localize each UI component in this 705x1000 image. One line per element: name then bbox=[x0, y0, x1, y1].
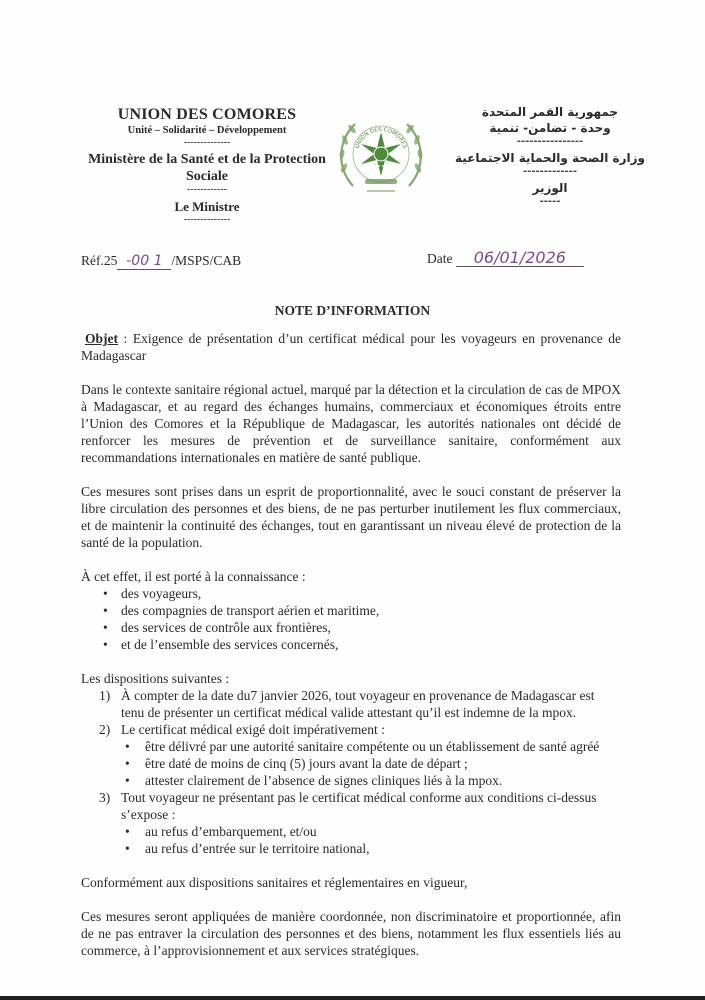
provisions-list bbox=[81, 687, 621, 857]
reference-line bbox=[81, 253, 241, 270]
document-body bbox=[81, 330, 621, 959]
provision-item bbox=[81, 687, 621, 721]
national-emblem bbox=[331, 106, 431, 206]
list-item: • des compagnies de transport aérien et maritime, bbox=[81, 602, 621, 619]
date-line bbox=[427, 250, 584, 267]
country-name: UNION DES COMORES bbox=[117, 106, 297, 123]
header-left bbox=[76, 106, 338, 225]
office-title: Le Ministre bbox=[174, 199, 240, 214]
separator: -------------- bbox=[183, 214, 231, 225]
national-motto-arabic: وحدة - تضامن- تنمية bbox=[489, 121, 611, 135]
separator: -------------- bbox=[183, 137, 231, 148]
object-text: : Exigence de présentation d’un certificat médical pour les voyageurs en provenance de Madagascar bbox=[81, 331, 621, 363]
certificate-requirements-list bbox=[121, 738, 621, 789]
document-title: NOTE D’INFORMATION bbox=[274, 303, 431, 318]
country-name-arabic: جمهورية القمر المتحدة bbox=[481, 105, 619, 119]
date-handwritten-value: 06/01/2026 bbox=[456, 250, 584, 267]
provision-number: 3) bbox=[99, 790, 111, 805]
list-item: • attester clairement de l’absence de signes cliniques liés à la mpox. bbox=[121, 772, 621, 789]
list-item: • au refus d’entrée sur le territoire national, bbox=[121, 840, 621, 857]
object-label: Objet bbox=[85, 331, 118, 346]
provision-item bbox=[81, 721, 621, 789]
provision-text: Le certificat médical exigé doit impérativement : bbox=[121, 722, 385, 737]
separator: ----- bbox=[539, 196, 561, 207]
paragraph-application: Ces mesures seront appliquées de manière coordonnée, non discriminatoire et proportionnée, afin de ne pas entraver la circulation des personnes et des biens, notamment les flux essentiels liés au commerce, à l’approvisionnement et aux services stratégiques. bbox=[81, 909, 621, 958]
date-label: Date bbox=[427, 251, 453, 266]
provision-item bbox=[81, 789, 621, 857]
reference-suffix: /MSPS/CAB bbox=[171, 253, 242, 268]
provision-text: Tout voyageur ne présentant pas le certificat médical conforme aux conditions ci-dessus s’expose : bbox=[121, 790, 597, 822]
ministry-name: Ministère de la Santé et de la Protection Sociale bbox=[88, 152, 326, 184]
provision-number: 2) bbox=[99, 722, 111, 737]
bottom-edge-bar bbox=[0, 996, 705, 1000]
emblem-icon bbox=[331, 106, 431, 206]
list-item: • des voyageurs, bbox=[81, 585, 621, 602]
sanctions-list bbox=[121, 823, 621, 857]
paragraph-recipients-intro: À cet effet, il est porté à la connaissance : bbox=[81, 569, 306, 584]
reference-handwritten-number: -00 1 bbox=[117, 253, 171, 270]
object-line bbox=[81, 330, 621, 364]
list-item: • au refus d’embarquement, et/ou bbox=[121, 823, 621, 840]
office-title-arabic: الوزير bbox=[532, 181, 568, 195]
list-item: • être daté de moins de cinq (5) jours avant la date de départ ; bbox=[121, 755, 621, 772]
national-motto: Unité – Solidarité – Développement bbox=[127, 125, 287, 136]
list-item: • et de l’ensemble des services concernés, bbox=[81, 636, 621, 653]
paragraph-proportionality: Ces mesures sont prises dans un esprit de proportionnalité, avec le souci constant de préserver la libre circulation des personnes et des biens, de ne pas perturber inutilement les flux commerciaux, et de maintenir la continuité des échanges, tout en garantissant un niveau élevé de protection de la santé de la population. bbox=[81, 484, 621, 550]
paragraph-context: Dans le contexte sanitaire régional actuel, marqué par la détection et la circulation de cas de MPOX à Madagascar, et au regard des échanges humains, commerciaux et économiques étroits entre l’Union des Comores et la République de Madagascar, les autorités nationales ont décidé de renforcer les mesures de prévention et de surveillance sanitaire, conformément aux recommandations internationales en matière de santé publique. bbox=[81, 382, 621, 465]
ministry-name-arabic: وزارة الصحة والحماية الاجتماعية bbox=[455, 151, 645, 165]
provision-text: À compter de la date du7 janvier 2026, tout voyageur en provenance de Madagascar est tenu de présenter un certificat médical valide attestant qu’il est indemne de la mpox. bbox=[121, 688, 595, 720]
reference-prefix: Réf.25 bbox=[81, 253, 118, 268]
recipients-list bbox=[81, 585, 621, 653]
list-item: • des services de contrôle aux frontières, bbox=[81, 619, 621, 636]
paragraph-compliance: Conformément aux dispositions sanitaires et réglementaires en vigueur, bbox=[81, 875, 468, 890]
paragraph-provisions-intro: Les dispositions suivantes : bbox=[81, 671, 230, 686]
separator: ------------ bbox=[187, 184, 227, 195]
list-item: • être délivré par une autorité sanitaire compétente ou un établissement de santé agréé bbox=[121, 738, 621, 755]
header-right-arabic bbox=[450, 104, 650, 208]
svg-text:UNION DES COMORES: UNION DES COMORES bbox=[354, 126, 408, 150]
provision-number: 1) bbox=[99, 688, 111, 703]
separator: ---------------- bbox=[516, 136, 584, 147]
separator: ------------- bbox=[523, 166, 577, 177]
